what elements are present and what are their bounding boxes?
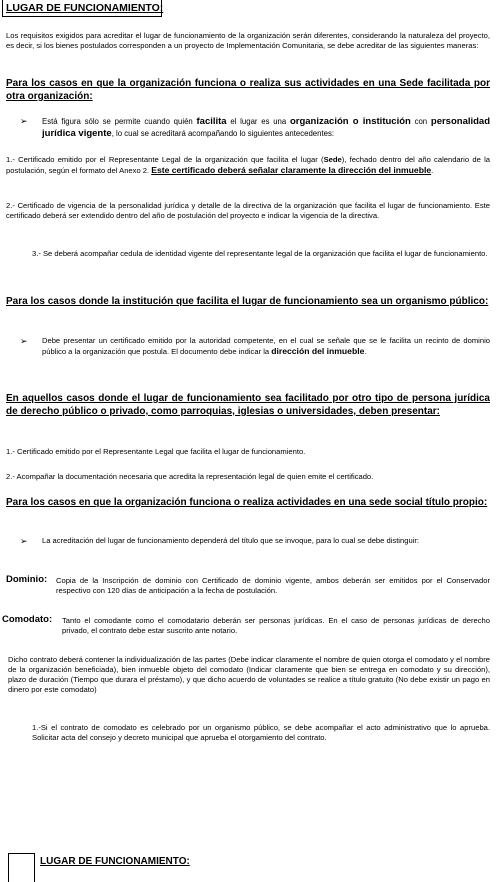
page-title: LUGAR DE FUNCIONAMIENTO: bbox=[6, 2, 164, 14]
bullet-text-certificado-autoridad: Debe presentar un certificado emitido por la autoridad competente, en el cual se señale que se le facilita un recinto de dominio público a la organización que postula. El documento debe indicar la dirección del inmueble. bbox=[42, 336, 490, 356]
section-heading-titulo-propio: Para los casos en que la organización funciona o realiza actividades en una sede social título propio: bbox=[6, 497, 488, 508]
bullet-arrow-icon: ➢ bbox=[20, 336, 28, 346]
list-item-certificado-emitido: 1.- Certificado emitido por el Representante Legal que facilita el lugar de funcionamiento. bbox=[6, 447, 306, 456]
dominio-text: Copia de la Inscripción de dominio con Certificado de dominio vigente, ambos deberán ser emitidos por el Conservador respectivo con 120 días de anticipación a la fecha de postulación. bbox=[56, 576, 490, 595]
section-heading-otra-persona-juridica: En aquellos casos donde el lugar de funcionamiento sea facilitado por otro tipo de persona jurídica de derecho público o privado, como parroquias, iglesias o universidades, deben presentar: bbox=[6, 393, 490, 417]
list-item-certificado-vigencia: 2.- Certificado de vigencia de la personalidad jurídica y detalle de la directiva de la organización que facilita el lugar de funcionamiento. Este certificado deberá ser extendido dentro del año de postulación del proyecto e indicar la vigencia de la directiva. bbox=[6, 201, 490, 220]
footer-title: LUGAR DE FUNCIONAMIENTO: bbox=[40, 856, 190, 867]
dominio-label: Dominio: bbox=[6, 574, 48, 585]
bullet-arrow-icon: ➢ bbox=[20, 536, 28, 546]
section-heading-sede-facilitada: Para los casos en que la organización funciona o realiza sus actividades en una Sede facilitada por otra organización: bbox=[6, 78, 490, 102]
list-item-documentacion: 2.- Acompañar la documentación necesaria que acredita la representación legal de quien emite el certificado. bbox=[6, 472, 374, 481]
list-item-contrato-organismo-publico: 1.-Si el contrato de comodato es celebrado por un organismo público, se debe acompañar el acto administrativo que lo aprueba. Solicitar acta del consejo y decreto municipal que aprueba el otorgamiento del contrato. bbox=[32, 723, 490, 742]
comodato-label: Comodato: bbox=[2, 614, 53, 625]
footer-frame bbox=[8, 853, 35, 882]
list-item-cedula-identidad: 3.- Se deberá acompañar cedula de identidad vigente del representante legal de la organización que facilita el lugar de funcionamiento. bbox=[32, 249, 488, 258]
bullet-text-facilita: Está figura sólo se permite cuando quién facilita el lugar es una organización o institución con personalidad jurídica vigente, lo cual se acreditará acompañando lo siguientes antecedentes: bbox=[42, 116, 491, 139]
list-item-certificado-representante: 1.- Certificado emitido por el Representante Legal de la organización que facilita el lugar (Sede), fechado dentro del año calendario de la postulación, según el formato del Anexo 2. Este certificado deberá señalar claramente la dirección del inmueble. bbox=[6, 155, 490, 175]
contrato-paragraph: Dicho contrato deberá contener la individualización de las partes (Debe indicar claramente el nombre de quien otorga el comodato y el nombre de la organización beneficiada), bien inmueble objeto del comodato (Indicar claramente que bien se entrega en comodato y su dirección), plazo de duración (Tiempo que durara el préstamo), y que dicho acuerdo de voluntades se realice a título gratuito (No debe existir un pago en dinero por este comodato) bbox=[8, 655, 490, 694]
intro-paragraph: Los requisitos exigidos para acreditar el lugar de funcionamiento de la organización serán diferentes, considerando la naturaleza del proyecto, es decir, si los bienes postulados corresponden a un proyecto de Implementación Comunitaria, se debe acreditar de las siguientes maneras: bbox=[6, 31, 490, 50]
bullet-text-acreditacion: La acreditación del lugar de funcionamiento dependerá del título que se invoque, para lo cual se debe distinguir: bbox=[42, 536, 419, 545]
section-heading-organismo-publico: Para los casos donde la institución que facilita el lugar de funcionamiento sea un organismo público: bbox=[6, 296, 489, 307]
bullet-arrow-icon: ➢ bbox=[20, 116, 28, 126]
comodato-text: Tanto el comodante como el comodatario deberán ser personas jurídicas. En el caso de personas jurídicas de derecho privado, el contrato debe estar suscrito ante notario. bbox=[62, 616, 490, 635]
